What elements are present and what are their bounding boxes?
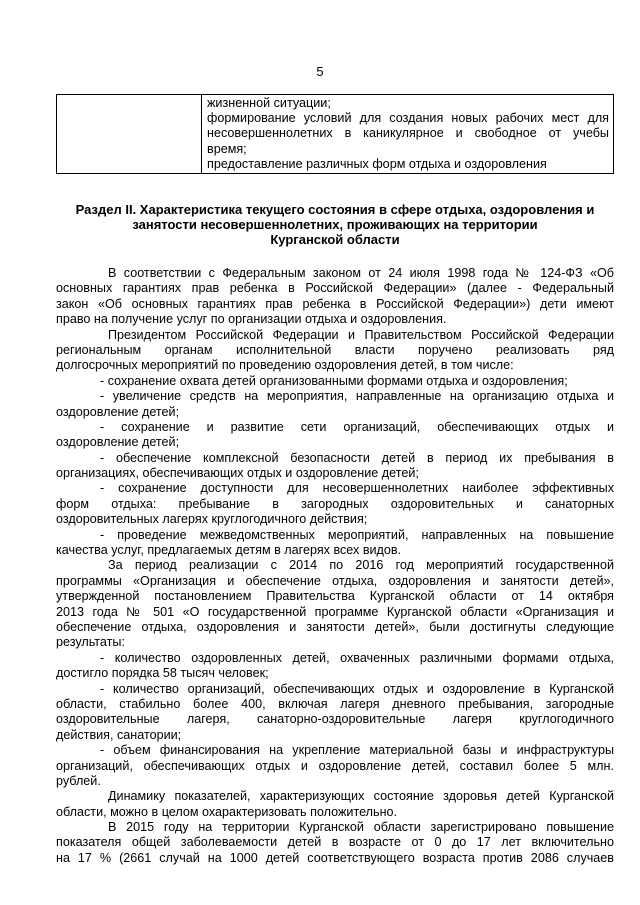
text-line: области, можно в целом охарактеризовать положительно.: [56, 804, 398, 819]
text-line: на 17 % (2661 случай на 1000 детей соответствующего возраста против 2086 случаев: [56, 850, 614, 865]
text-line: Президентом Российской Федерации и Правительством Российской Федерации: [108, 327, 614, 342]
text-line: программы «Организация и обеспечение отдыха, оздоровления и занятости детей»,: [56, 573, 614, 588]
section-heading: [56, 202, 614, 248]
text-line: оздоровление детей;: [56, 404, 180, 419]
text-line: За период реализации с 2014 по 2016 год мероприятий государственной: [108, 558, 614, 573]
text-line: - количество организаций, обеспечивающих отдых и оздоровление в Курганской: [100, 681, 614, 696]
text-line: - сохранение охвата детей организованными формами отдыха и оздоровления;: [100, 373, 568, 388]
text-line: результаты:: [56, 635, 125, 650]
text-line: долгосрочных мероприятий по проведению оздоровления детей, в том числе:: [56, 358, 514, 373]
text-line: - проведение межведомственных мероприятий, направленных на повышение: [100, 527, 614, 542]
table-cell-text: [202, 95, 614, 174]
text-line: качества услуг, предлагаемых детям в лагерях всех видов.: [56, 543, 402, 558]
cell-line: время;: [207, 141, 247, 156]
text-line: форм отдыха: пребывание в загородных оздоровительных и санаторных: [56, 496, 614, 511]
table-cell-empty: [57, 95, 202, 174]
text-line: оздоровление детей;: [56, 435, 180, 450]
text-line: организаций, обеспечивающих отдых и оздоровление детей, составил более 5 млн.: [56, 758, 614, 773]
text-line: региональным органам исполнительной власти поручено реализовать ряд: [56, 342, 614, 357]
text-line: Динамику показателей, характеризующих состояние здоровья детей Курганской: [108, 789, 614, 804]
continuation-table: [56, 94, 614, 174]
text-line: 2013 года № 501 «О государственной программе Курганской области «Организация и: [56, 604, 614, 619]
text-line: действия, санатории;: [56, 727, 182, 742]
text-line: оздоровительные лагеря, санаторно-оздоровительные лагеря круглогодичного: [56, 712, 614, 727]
cell-line: формирование условий для создания новых рабочих мест для: [207, 111, 609, 126]
cell-line: жизненной ситуации;: [207, 96, 331, 110]
text-line: - обеспечение комплексной безопасности детей в период их пребывания в: [100, 450, 614, 465]
cell-line: несовершеннолетних в каникулярное и свободное от учебы: [207, 126, 609, 141]
text-line: - объем финансирования на укрепление материальной базы и инфраструктуры: [100, 743, 614, 758]
table-row: [57, 95, 614, 174]
heading-line: Раздел II. Характеристика текущего состояния в сфере отдыха, оздоровления и: [75, 202, 595, 217]
text-line: организациях, обеспечивающих отдых и оздоровление детей;: [56, 466, 419, 481]
text-line: - количество оздоровленных детей, охваченных различными формами отдыха,: [100, 650, 614, 665]
text-line: показателя общей заболеваемости детей в возрасте от 0 до 17 лет включительно: [56, 835, 614, 850]
text-line: основных гарантиях прав ребенка в Российской Федерации» (далее - Федеральный: [56, 281, 614, 296]
text-line: оздоровительных лагерях круглогодичного действия;: [56, 512, 368, 527]
text-line: - сохранение доступности для несовершеннолетних наиболее эффективных: [100, 481, 614, 496]
cell-line: предоставление различных форм отдыха и оздоровления: [207, 156, 547, 171]
heading-line: Курганской области: [270, 232, 400, 248]
text-line: обеспечение отдыха, оздоровления и занятости детей», были достигнуты следующие: [56, 619, 614, 634]
text-line: закон «Об основных гарантиях прав ребенка в Российской Федерации») дети имеют: [56, 296, 614, 311]
page-number: 5: [316, 64, 324, 79]
heading-line: занятости несовершеннолетних, проживающих на территории: [132, 217, 538, 233]
body-text: [56, 266, 614, 866]
text-line: достигло порядка 58 тысяч человек;: [56, 666, 269, 681]
text-line: В 2015 году на территории Курганской области зарегистрировано повышение: [108, 820, 614, 835]
text-line: - сохранение и развитие сети организаций, обеспечивающих отдых и: [100, 419, 614, 434]
text-line: - увеличение средств на мероприятия, направленные на организацию отдыха и: [100, 389, 614, 404]
text-line: области, стабильно более 400, включая лагеря дневного пребывания, загородные: [56, 696, 614, 711]
text-line: утвержденной постановлением Правительства Курганской области от 14 октября: [56, 589, 614, 604]
text-line: рублей.: [56, 773, 101, 788]
text-line: В соответствии с Федеральным законом от 24 июля 1998 года № 124-ФЗ «Об: [108, 266, 614, 280]
text-line: право на получение услуг по организации отдыха и оздоровления.: [56, 312, 447, 327]
